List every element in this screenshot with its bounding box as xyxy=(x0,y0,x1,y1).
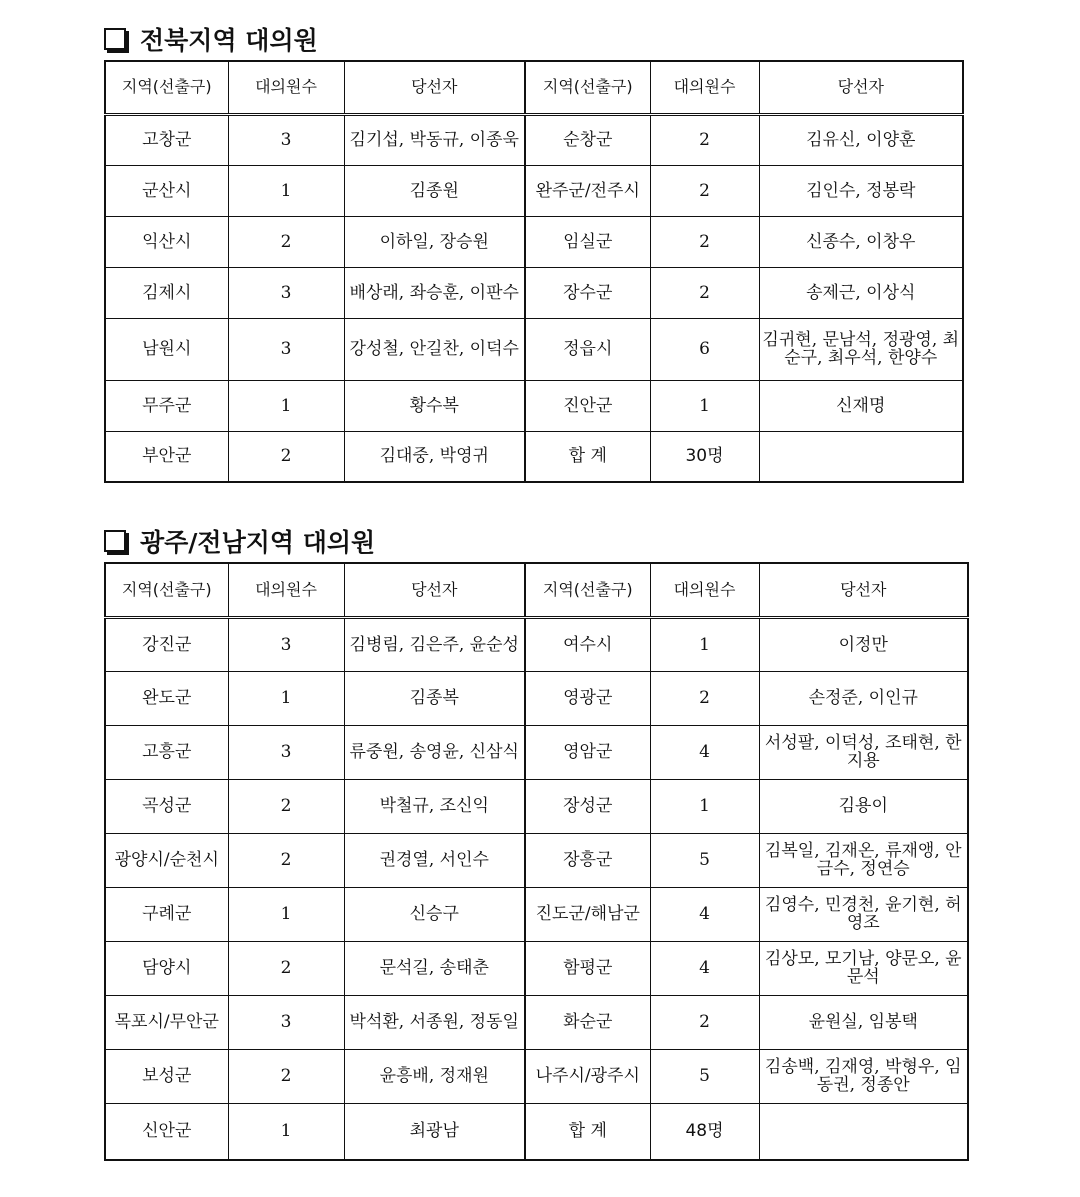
header-count: 대의원수 xyxy=(228,61,344,114)
region-cell: 여수시 xyxy=(525,617,650,671)
count-cell: 2 xyxy=(650,165,759,216)
count-cell: 1 xyxy=(228,1103,344,1160)
region-cell: 남원시 xyxy=(105,318,228,380)
elected-cell: 신승구 xyxy=(344,887,525,941)
table-row xyxy=(105,941,968,995)
region-cell: 장흥군 xyxy=(525,833,650,887)
region-cell: 익산시 xyxy=(105,216,228,267)
header-count: 대의원수 xyxy=(228,563,344,617)
jeonbuk-delegates-table xyxy=(104,60,964,483)
count-cell: 2 xyxy=(650,216,759,267)
section-title-jeonbuk xyxy=(104,22,318,56)
count-cell: 1 xyxy=(228,165,344,216)
count-cell: 3 xyxy=(228,617,344,671)
count-cell: 1 xyxy=(650,617,759,671)
total-empty-cell xyxy=(759,431,963,482)
count-cell: 6 xyxy=(650,318,759,380)
table-row xyxy=(105,995,968,1049)
elected-cell: 김대중, 박영귀 xyxy=(344,431,525,482)
elected-cell: 문석길, 송태춘 xyxy=(344,941,525,995)
elected-cell: 김귀현, 문남석, 정광영, 최순구, 최우석, 한양수 xyxy=(759,318,963,380)
section-title-text: 전북지역 대의원 xyxy=(140,26,318,55)
elected-cell: 김상모, 모기남, 양문오, 윤문석 xyxy=(759,941,968,995)
region-cell: 영암군 xyxy=(525,725,650,779)
elected-cell: 강성철, 안길찬, 이덕수 xyxy=(344,318,525,380)
region-cell: 영광군 xyxy=(525,671,650,725)
count-cell: 2 xyxy=(650,995,759,1049)
count-cell: 5 xyxy=(650,1049,759,1103)
region-cell: 부안군 xyxy=(105,431,228,482)
count-cell: 1 xyxy=(228,887,344,941)
region-cell: 완도군 xyxy=(105,671,228,725)
header-count: 대의원수 xyxy=(650,61,759,114)
count-cell: 2 xyxy=(228,941,344,995)
count-cell: 1 xyxy=(228,671,344,725)
region-cell: 곡성군 xyxy=(105,779,228,833)
count-cell: 1 xyxy=(228,380,344,431)
elected-cell: 김유신, 이양훈 xyxy=(759,114,963,165)
elected-cell: 김용이 xyxy=(759,779,968,833)
total-label: 합 계 xyxy=(525,431,650,482)
elected-cell: 류중원, 송영윤, 신삼식 xyxy=(344,725,525,779)
elected-cell: 손정준, 이인규 xyxy=(759,671,968,725)
table-row xyxy=(105,380,963,431)
region-cell: 강진군 xyxy=(105,617,228,671)
region-cell: 화순군 xyxy=(525,995,650,1049)
table-row xyxy=(105,833,968,887)
header-region: 지역(선출구) xyxy=(525,61,650,114)
region-cell: 고창군 xyxy=(105,114,228,165)
count-cell: 3 xyxy=(228,318,344,380)
total-label: 합 계 xyxy=(525,1103,650,1160)
elected-cell: 김병림, 김은주, 윤순성 xyxy=(344,617,525,671)
table-row xyxy=(105,318,963,380)
count-cell: 3 xyxy=(228,267,344,318)
count-cell: 4 xyxy=(650,941,759,995)
count-cell: 2 xyxy=(228,833,344,887)
total-value: 48명 xyxy=(650,1103,759,1160)
header-elected: 당선자 xyxy=(344,563,525,617)
table-header-row xyxy=(105,563,968,617)
region-cell: 고흥군 xyxy=(105,725,228,779)
table-row xyxy=(105,725,968,779)
table-row xyxy=(105,887,968,941)
count-cell: 2 xyxy=(650,671,759,725)
elected-cell: 최광남 xyxy=(344,1103,525,1160)
region-cell: 진도군/해남군 xyxy=(525,887,650,941)
elected-cell: 서성팔, 이덕성, 조태현, 한지용 xyxy=(759,725,968,779)
count-cell: 2 xyxy=(228,431,344,482)
elected-cell: 박철규, 조신익 xyxy=(344,779,525,833)
table-row xyxy=(105,671,968,725)
table-row-total xyxy=(105,1103,968,1160)
region-cell: 순창군 xyxy=(525,114,650,165)
elected-cell: 김송백, 김재영, 박형우, 임동권, 정종안 xyxy=(759,1049,968,1103)
count-cell: 2 xyxy=(228,216,344,267)
region-cell: 장성군 xyxy=(525,779,650,833)
header-elected: 당선자 xyxy=(344,61,525,114)
count-cell: 1 xyxy=(650,779,759,833)
count-cell: 4 xyxy=(650,887,759,941)
table-row-total xyxy=(105,431,963,482)
table-row xyxy=(105,779,968,833)
region-cell: 정읍시 xyxy=(525,318,650,380)
elected-cell: 권경열, 서인수 xyxy=(344,833,525,887)
region-cell: 군산시 xyxy=(105,165,228,216)
table-row xyxy=(105,114,963,165)
region-cell: 김제시 xyxy=(105,267,228,318)
region-cell: 임실군 xyxy=(525,216,650,267)
section-title-gwangju-jeonnam xyxy=(104,524,375,558)
region-cell: 장수군 xyxy=(525,267,650,318)
table-row xyxy=(105,216,963,267)
elected-cell: 이하일, 장승원 xyxy=(344,216,525,267)
header-elected: 당선자 xyxy=(759,563,968,617)
count-cell: 2 xyxy=(228,779,344,833)
region-cell: 신안군 xyxy=(105,1103,228,1160)
region-cell: 광양시/순천시 xyxy=(105,833,228,887)
elected-cell: 윤원실, 임봉택 xyxy=(759,995,968,1049)
header-elected: 당선자 xyxy=(759,61,963,114)
region-cell: 함평군 xyxy=(525,941,650,995)
count-cell: 4 xyxy=(650,725,759,779)
table-row xyxy=(105,617,968,671)
checkbox-square-icon xyxy=(104,530,126,552)
region-cell: 구례군 xyxy=(105,887,228,941)
count-cell: 3 xyxy=(228,114,344,165)
checkbox-square-icon xyxy=(104,28,126,50)
header-region: 지역(선출구) xyxy=(525,563,650,617)
elected-cell: 박석환, 서종원, 정동일 xyxy=(344,995,525,1049)
region-cell: 보성군 xyxy=(105,1049,228,1103)
elected-cell: 김기섭, 박동규, 이종욱 xyxy=(344,114,525,165)
region-cell: 무주군 xyxy=(105,380,228,431)
count-cell: 2 xyxy=(228,1049,344,1103)
section-title-text: 광주/전남지역 대의원 xyxy=(140,528,376,557)
table-row xyxy=(105,267,963,318)
elected-cell: 김영수, 민경천, 윤기현, 허영조 xyxy=(759,887,968,941)
elected-cell: 신재명 xyxy=(759,380,963,431)
region-cell: 진안군 xyxy=(525,380,650,431)
table-row xyxy=(105,1049,968,1103)
count-cell: 2 xyxy=(650,114,759,165)
elected-cell: 김종복 xyxy=(344,671,525,725)
elected-cell: 김인수, 정봉락 xyxy=(759,165,963,216)
region-cell: 완주군/전주시 xyxy=(525,165,650,216)
header-region: 지역(선출구) xyxy=(105,61,228,114)
total-empty-cell xyxy=(759,1103,968,1160)
count-cell: 3 xyxy=(228,995,344,1049)
gwangju-jeonnam-delegates-table xyxy=(104,562,969,1161)
region-cell: 목포시/무안군 xyxy=(105,995,228,1049)
elected-cell: 송제근, 이상식 xyxy=(759,267,963,318)
region-cell: 담양시 xyxy=(105,941,228,995)
elected-cell: 김종원 xyxy=(344,165,525,216)
count-cell: 5 xyxy=(650,833,759,887)
count-cell: 2 xyxy=(650,267,759,318)
elected-cell: 김복일, 김재온, 류재앵, 안금수, 정연승 xyxy=(759,833,968,887)
elected-cell: 배상래, 좌승훈, 이판수 xyxy=(344,267,525,318)
header-region: 지역(선출구) xyxy=(105,563,228,617)
elected-cell: 신종수, 이창우 xyxy=(759,216,963,267)
region-cell: 나주시/광주시 xyxy=(525,1049,650,1103)
elected-cell: 황수복 xyxy=(344,380,525,431)
count-cell: 3 xyxy=(228,725,344,779)
elected-cell: 윤흥배, 정재원 xyxy=(344,1049,525,1103)
elected-cell: 이정만 xyxy=(759,617,968,671)
table-header-row xyxy=(105,61,963,114)
total-value: 30명 xyxy=(650,431,759,482)
table-row xyxy=(105,165,963,216)
header-count: 대의원수 xyxy=(650,563,759,617)
count-cell: 1 xyxy=(650,380,759,431)
